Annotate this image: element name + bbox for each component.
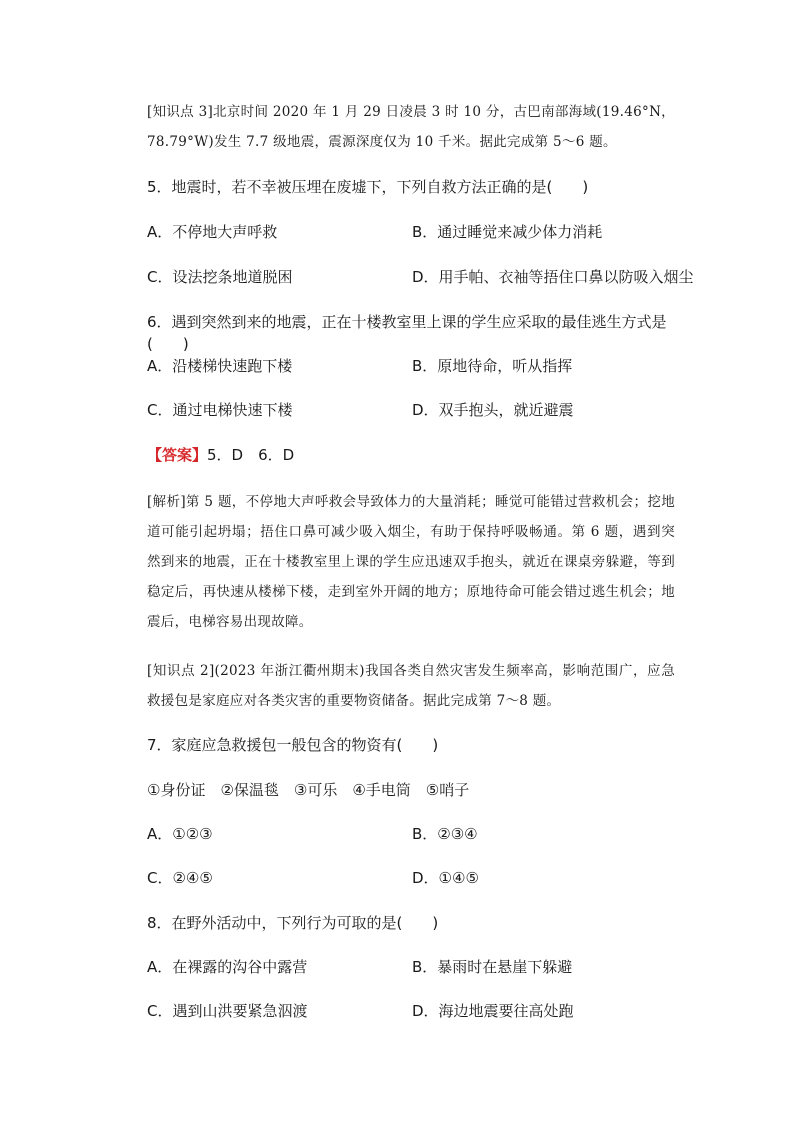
question-6-option-d[interactable]: D．双手抱头，就近避震 [412,401,574,419]
question-8-option-d[interactable]: D．海边地震要往高处跑 [412,1002,574,1020]
question-8-option-c[interactable]: C．遇到山洪要紧急泅渡 [147,1002,308,1020]
question-7-stem: 7．家庭应急救援包一般包含的物资有( ) [147,736,439,754]
question-6-option-b[interactable]: B．原地待命，听从指挥 [412,357,573,375]
question-5-option-c[interactable]: C．设法挖条地道脱困 [147,268,293,286]
section-1-intro: [知识点 3]北京时间 2020 年 1 月 29 日凌晨 3 时 10 分，古巴南部海域(19.46°N，78.79°W)发生 7.7 级地震，震源深度仅为 10 千米。据此完成第 5～6 题。 [147,104,675,150]
question-7-option-b[interactable]: B．②③④ [412,825,478,843]
question-6-options-row-1 [147,355,687,377]
question-5-option-a[interactable]: A．不停地大声呼救 [147,223,278,241]
answer-line [147,444,294,466]
question-5-stem: 5．地震时，若不幸被压埋在废墟下，下列自救方法正确的是( ) [147,178,589,196]
question-5-option-b[interactable]: B．通过睡觉来减少体力消耗 [412,223,603,241]
question-6-stem: 6．遇到突然到来的地震，正在十楼教室里上课的学生应采取的最佳逃生方式是( ) [147,313,667,353]
question-7-options-row-1 [147,823,687,845]
question-7-options-row-2 [147,867,687,889]
question-8-option-b[interactable]: B．暴雨时在悬崖下躲避 [412,958,573,976]
question-6-option-c[interactable]: C．通过电梯快速下楼 [147,401,293,419]
answer-text: 5．D 6．D [207,446,295,464]
analysis-paragraph: [解析]第 5 题，不停地大声呼救会导致体力的大量消耗；睡觉可能错过营救机会；挖地道可能引起坍塌；捂住口鼻可减少吸入烟尘，有助于保持呼吸畅通。第 6 题，遇到突然到来的地震，正在十楼教室里上课的学生应迅速双手抱头，就近在课桌旁躲避，等到稳定后，再快速从楼梯下楼，走到室外开阔的地方；原地待命可能会错过逃生机会；地震后，电梯容易出现故障。 [147,494,675,630]
question-8-stem: 8．在野外活动中，下列行为可取的是( ) [147,914,439,932]
question-8-option-a[interactable]: A．在裸露的沟谷中露营 [147,958,308,976]
question-6-options-row-2 [147,399,687,421]
question-7-option-a[interactable]: A．①②③ [147,825,213,843]
answer-tag: 【答案】 [147,446,208,464]
question-8-options-row-2 [147,1000,687,1022]
question-7-option-c[interactable]: C．②④⑤ [147,869,213,887]
question-8-options-row-1 [147,956,687,978]
section-2-intro: [知识点 2](2023 年浙江衢州期末)我国各类自然灾害发生频率高，影响范围广，应急救援包是家庭应对各类灾害的重要物资储备。据此完成第 7～8 题。 [147,663,675,709]
question-6-option-a[interactable]: A．沿楼梯快速跑下楼 [147,357,293,375]
question-7-items: ①身份证 ②保温毯 ③可乐 ④手电筒 ⑤哨子 [147,781,470,799]
question-5-options-row-1 [147,221,687,243]
question-7-option-d[interactable]: D．①④⑤ [412,869,479,887]
question-5-option-d[interactable]: D．用手帕、衣袖等捂住口鼻以防吸入烟尘 [412,268,694,286]
question-5-options-row-2 [147,266,694,288]
